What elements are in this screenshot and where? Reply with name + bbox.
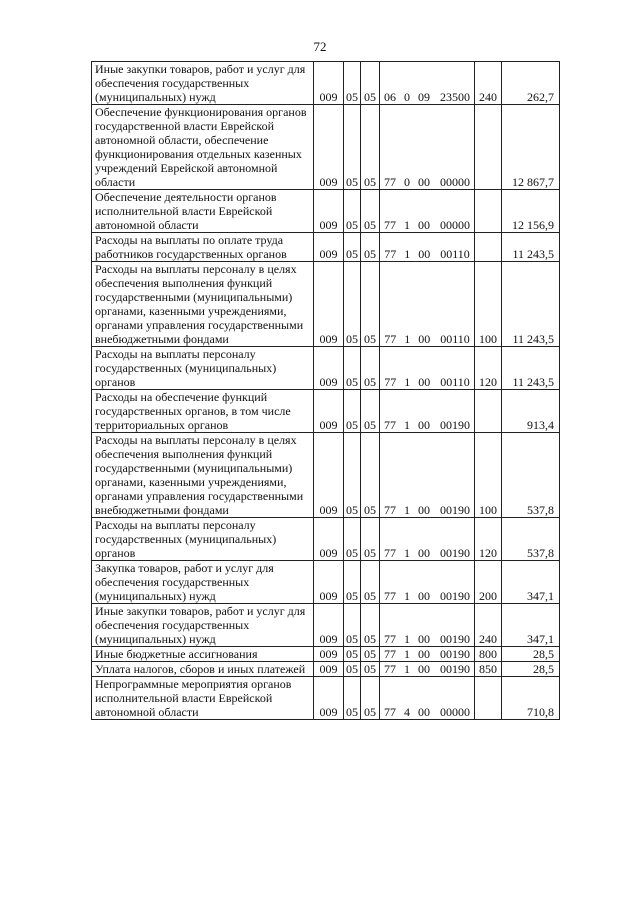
pr-code-cell: 05	[361, 518, 380, 561]
gr-code-cell: 009	[314, 62, 344, 105]
rz-code-cell: 05	[344, 662, 361, 677]
target-article-subprogram: 1	[404, 647, 410, 661]
target-article-activity: 00	[418, 589, 430, 603]
vr-code-cell: 240	[475, 62, 502, 105]
vr-code-cell: 100	[475, 262, 502, 347]
target-article-direction: 00190	[440, 647, 470, 661]
pr-code-cell: 05	[361, 262, 380, 347]
target-article-program: 77	[384, 647, 396, 661]
target-article-program: 77	[384, 375, 397, 389]
pr-code-cell: 05	[361, 390, 380, 433]
target-article-program: 77	[384, 332, 397, 346]
expense-name-cell: Иные бюджетные ассигнования	[92, 647, 314, 662]
target-article-cell	[380, 62, 475, 105]
target-article-subprogram: 1	[404, 418, 410, 432]
target-article-cell	[380, 561, 475, 604]
table-row	[92, 390, 560, 433]
target-article-subprogram: 1	[404, 218, 410, 232]
target-article-activity: 00	[418, 175, 430, 189]
pr-code-cell: 05	[361, 62, 380, 105]
vr-code-cell: 200	[475, 561, 502, 604]
target-article-cell	[380, 433, 475, 518]
target-article-program: 77	[384, 418, 396, 432]
rz-code-cell: 05	[344, 262, 361, 347]
target-article-program: 06	[384, 90, 396, 104]
target-article-activity: 00	[418, 546, 430, 560]
rz-code-cell: 05	[344, 390, 361, 433]
amount-cell: 347,1	[502, 604, 560, 647]
vr-code-cell	[475, 190, 502, 233]
gr-code-cell: 009	[314, 390, 344, 433]
rz-code-cell: 05	[344, 677, 361, 720]
amount-cell: 11 243,5	[502, 262, 560, 347]
gr-code-cell: 009	[314, 233, 344, 262]
target-article-direction: 00000	[440, 175, 470, 189]
amount-cell: 12 156,9	[502, 190, 560, 233]
target-article-direction: 00110	[440, 332, 470, 346]
budget-table-body	[92, 62, 560, 720]
table-row	[92, 677, 560, 720]
pr-code-cell: 05	[361, 233, 380, 262]
amount-cell: 262,7	[502, 62, 560, 105]
table-row	[92, 190, 560, 233]
vr-code-cell	[475, 233, 502, 262]
target-article-cell	[380, 518, 475, 561]
target-article-subprogram: 1	[404, 503, 410, 517]
target-article-subprogram: 1	[404, 632, 410, 646]
target-article-subprogram: 1	[404, 589, 410, 603]
gr-code-cell: 009	[314, 604, 344, 647]
rz-code-cell: 05	[344, 647, 361, 662]
target-article-activity: 00	[418, 375, 431, 389]
target-article-direction: 00190	[440, 503, 470, 517]
gr-code-cell: 009	[314, 647, 344, 662]
vr-code-cell	[475, 105, 502, 190]
gr-code-cell: 009	[314, 518, 344, 561]
table-row	[92, 347, 560, 390]
target-article-program: 77	[384, 503, 396, 517]
target-article-program: 77	[384, 218, 396, 232]
page-number: 72	[313, 39, 327, 54]
target-article-cell	[380, 647, 475, 662]
expense-name-cell: Обеспечение функционирования органов государственной власти Еврейской автономной области, обеспечение функционирования отдельных казенных учреждений Еврейской автономной области	[92, 105, 314, 190]
table-row	[92, 604, 560, 647]
pr-code-cell: 05	[361, 105, 380, 190]
amount-cell: 913,4	[502, 390, 560, 433]
pr-code-cell: 05	[361, 561, 380, 604]
table-row	[92, 262, 560, 347]
rz-code-cell: 05	[344, 347, 361, 390]
rz-code-cell: 05	[344, 190, 361, 233]
target-article-activity: 00	[418, 418, 430, 432]
pr-code-cell: 05	[361, 347, 380, 390]
target-article-subprogram: 1	[404, 375, 411, 389]
target-article-subprogram: 4	[404, 705, 410, 719]
amount-cell: 537,8	[502, 518, 560, 561]
table-row	[92, 233, 560, 262]
target-article-subprogram: 1	[404, 546, 410, 560]
target-article-cell	[380, 190, 475, 233]
table-row	[92, 105, 560, 190]
amount-cell: 11 243,5	[502, 347, 560, 390]
expense-name-cell: Расходы на выплаты персоналу государственных (муниципальных) органов	[92, 347, 314, 390]
target-article-cell	[380, 390, 475, 433]
target-article-activity: 00	[418, 705, 430, 719]
target-article-activity: 00	[418, 218, 430, 232]
expense-name-cell: Иные закупки товаров, работ и услуг для обеспечения государственных (муниципальных) нужд	[92, 62, 314, 105]
target-article-subprogram: 0	[404, 90, 410, 104]
vr-code-cell	[475, 677, 502, 720]
target-article-direction: 00110	[440, 375, 470, 389]
rz-code-cell: 05	[344, 233, 361, 262]
gr-code-cell: 009	[314, 433, 344, 518]
target-article-cell	[380, 347, 475, 390]
rz-code-cell: 05	[344, 561, 361, 604]
pr-code-cell: 05	[361, 647, 380, 662]
rz-code-cell: 05	[344, 518, 361, 561]
vr-code-cell	[475, 390, 502, 433]
target-article-activity: 00	[418, 662, 430, 676]
pr-code-cell: 05	[361, 433, 380, 518]
amount-cell: 537,8	[502, 433, 560, 518]
pr-code-cell: 05	[361, 677, 380, 720]
expense-name-cell: Расходы на выплаты персоналу в целях обеспечения выполнения функций государственными (муниципальными) органами, казенными учреждениями, органами управления государственными внебюджетными фондами	[92, 262, 314, 347]
gr-code-cell: 009	[314, 677, 344, 720]
rz-code-cell: 05	[344, 433, 361, 518]
target-article-cell	[380, 105, 475, 190]
target-article-program: 77	[384, 705, 396, 719]
target-article-direction: 00190	[440, 589, 470, 603]
rz-code-cell: 05	[344, 604, 361, 647]
target-article-activity: 00	[418, 247, 431, 261]
amount-cell: 347,1	[502, 561, 560, 604]
expense-name-cell: Расходы на выплаты персоналу государственных (муниципальных) органов	[92, 518, 314, 561]
table-row	[92, 662, 560, 677]
table-row	[92, 647, 560, 662]
vr-code-cell: 120	[475, 518, 502, 561]
vr-code-cell: 850	[475, 662, 502, 677]
target-article-activity: 00	[418, 503, 430, 517]
target-article-direction: 00190	[440, 632, 470, 646]
budget-table	[91, 61, 560, 720]
target-article-direction: 00190	[440, 546, 470, 560]
gr-code-cell: 009	[314, 347, 344, 390]
target-article-subprogram: 1	[404, 332, 411, 346]
amount-cell: 12 867,7	[502, 105, 560, 190]
pr-code-cell: 05	[361, 662, 380, 677]
amount-cell: 28,5	[502, 662, 560, 677]
target-article-direction: 00000	[440, 705, 470, 719]
expense-name-cell: Иные закупки товаров, работ и услуг для обеспечения государственных (муниципальных) нужд	[92, 604, 314, 647]
vr-code-cell: 100	[475, 433, 502, 518]
pr-code-cell: 05	[361, 190, 380, 233]
vr-code-cell: 800	[475, 647, 502, 662]
target-article-subprogram: 1	[404, 247, 411, 261]
target-article-direction: 00190	[440, 418, 470, 432]
table-row	[92, 561, 560, 604]
gr-code-cell: 009	[314, 662, 344, 677]
expense-name-cell: Расходы на выплаты по оплате труда работников государственных органов	[92, 233, 314, 262]
gr-code-cell: 009	[314, 105, 344, 190]
table-row	[92, 62, 560, 105]
expense-name-cell: Расходы на обеспечение функций государственных органов, в том числе территориальных органов	[92, 390, 314, 433]
target-article-program: 77	[384, 546, 396, 560]
target-article-cell	[380, 662, 475, 677]
target-article-subprogram: 0	[404, 175, 410, 189]
rz-code-cell: 05	[344, 105, 361, 190]
gr-code-cell: 009	[314, 262, 344, 347]
target-article-direction: 00110	[440, 247, 470, 261]
target-article-cell	[380, 233, 475, 262]
target-article-program: 77	[384, 632, 396, 646]
expense-name-cell: Непрограммные мероприятия органов исполнительной власти Еврейской автономной области	[92, 677, 314, 720]
gr-code-cell: 009	[314, 190, 344, 233]
target-article-direction: 23500	[440, 90, 470, 104]
target-article-direction: 00190	[440, 662, 470, 676]
target-article-activity: 09	[418, 90, 430, 104]
target-article-activity: 00	[418, 632, 430, 646]
amount-cell: 11 243,5	[502, 233, 560, 262]
vr-code-cell: 120	[475, 347, 502, 390]
vr-code-cell: 240	[475, 604, 502, 647]
target-article-subprogram: 1	[404, 662, 410, 676]
rz-code-cell: 05	[344, 62, 361, 105]
amount-cell: 710,8	[502, 677, 560, 720]
target-article-program: 77	[384, 175, 396, 189]
gr-code-cell: 009	[314, 561, 344, 604]
target-article-program: 77	[384, 589, 396, 603]
target-article-direction: 00000	[440, 218, 470, 232]
pr-code-cell: 05	[361, 604, 380, 647]
target-article-activity: 00	[418, 332, 431, 346]
expense-name-cell: Расходы на выплаты персоналу в целях обеспечения выполнения функций государственными (муниципальными) органами, казенными учреждениями, органами управления государственными внебюджетными фондами	[92, 433, 314, 518]
target-article-cell	[380, 604, 475, 647]
table-row	[92, 518, 560, 561]
expense-name-cell: Уплата налогов, сборов и иных платежей	[92, 662, 314, 677]
target-article-cell	[380, 262, 475, 347]
amount-cell: 28,5	[502, 647, 560, 662]
target-article-cell	[380, 677, 475, 720]
expense-name-cell: Закупка товаров, работ и услуг для обеспечения государственных (муниципальных) нужд	[92, 561, 314, 604]
target-article-program: 77	[384, 662, 396, 676]
target-article-activity: 00	[418, 647, 430, 661]
target-article-program: 77	[384, 247, 397, 261]
expense-name-cell: Обеспечение деятельности органов исполнительной власти Еврейской автономной области	[92, 190, 314, 233]
table-row	[92, 433, 560, 518]
